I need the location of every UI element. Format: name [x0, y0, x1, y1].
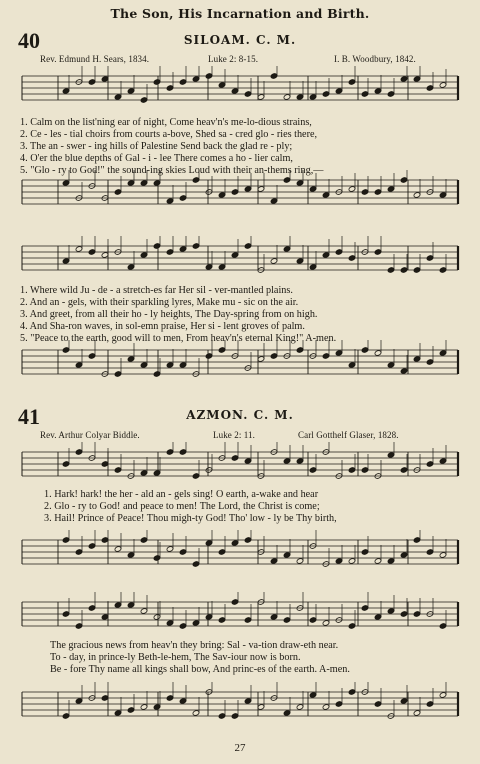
tune-name: SILOAM. C. M. [183, 33, 297, 47]
verse-line: Be - fore Thy name all kings shall bow, And princ-es of the earth. A-men. [50, 664, 350, 675]
bass-staff [0, 340, 480, 392]
verse-block [20, 285, 336, 345]
composer-credit: I. B. Woodbury, 1842. [334, 54, 416, 64]
running-head: The Son, His Incarnation and Birth. [110, 6, 370, 21]
verse-line: 3. And greet, from all their ho - ly heights, The Day-spring from on high. [20, 309, 318, 320]
author-credit: Rev. Edmund H. Sears, 1834. [40, 54, 150, 64]
tune-name: AZMON. C. M. [186, 408, 294, 422]
verse-line: 5. "Glo - ry to God!" the sound-ing skies Loud with their an-thems ring,— [20, 165, 324, 176]
treble-staff [0, 66, 480, 118]
scripture-reference: Luke 2: 8-15. [208, 54, 259, 64]
verse-line: 5. "Peace to the earth, good will to men, From heav'n's eternal King!" A-men. [20, 333, 337, 344]
hymn-number: 41 [18, 404, 40, 429]
bass-staff [0, 170, 480, 222]
composer-credit: Carl Gotthelf Glaser, 1828. [298, 430, 399, 440]
bass-staff [0, 682, 480, 734]
treble-staff [0, 592, 480, 644]
verse-line: 2. And an - gels, with their sparkling lyres, Make mu - sic on the air. [20, 297, 299, 308]
verse-line: 4. And Sha-ron waves, in sol-emn praise, Her si - lent groves of palm. [20, 321, 305, 332]
treble-staff [0, 236, 480, 288]
verse-line: 1. Calm on the list'ning ear of night, Come heav'n's me-lo-dious strains, [20, 117, 312, 128]
verse-block [50, 640, 350, 676]
verse-block [44, 489, 337, 525]
author-credit: Rev. Arthur Colyar Biddle. [40, 430, 140, 440]
hymn-number: 40 [18, 28, 40, 53]
verse-line: 3. Hail! Prince of Peace! Thou migh-ty God! Tho' low - ly be Thy birth, [44, 513, 337, 524]
bass-staff [0, 530, 480, 582]
verse-line: The gracious news from heav'n they bring: Sal - va-tion draw-eth near. [50, 640, 339, 651]
verse-line: 2. Ce - les - tial choirs from courts a-bove, Shed sa - cred glo - ries there, [20, 129, 318, 140]
treble-staff [0, 442, 480, 494]
scripture-reference: Luke 2: 11. [213, 430, 256, 440]
verse-line: 3. The an - swer - ing hills of Palestine Send back the glad re - ply; [20, 141, 293, 152]
verse-line: 1. Hark! hark! the her - ald an - gels sing! O earth, a-wake and hear [44, 489, 319, 500]
page-number: 27 [234, 742, 246, 754]
verse-line: To - day, in prince-ly Beth-le-hem, The Sav-iour now is born. [50, 652, 301, 663]
verse-line: 2. Glo - ry to God! and peace to men! The Lord, the Christ is come; [44, 501, 320, 512]
verse-line: 4. O'er the blue depths of Gal - i - lee There comes a ho - lier calm, [20, 153, 293, 164]
verse-line: 1. Where wild Ju - de - a stretch-es far Her sil - ver-mantled plains. [20, 285, 293, 296]
verse-block [20, 117, 323, 177]
